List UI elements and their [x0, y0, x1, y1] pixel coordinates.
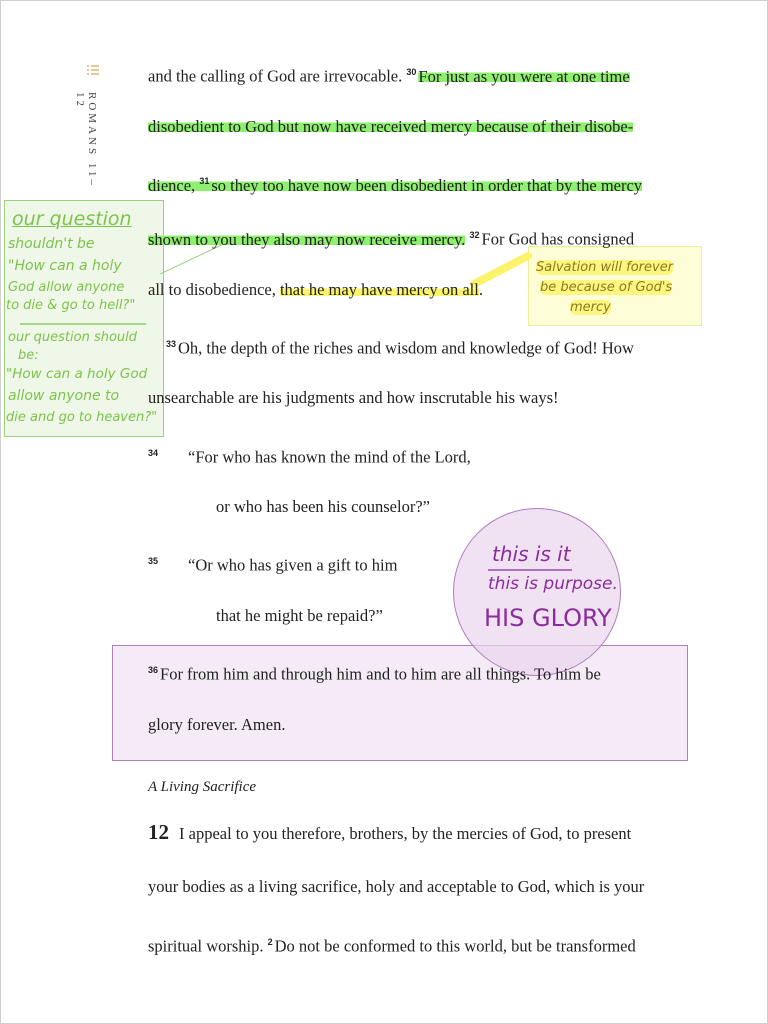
text-span: Oh, the depth of the riches and wisdom and knowledge of God! How [178, 338, 634, 358]
verse-number: 34 [148, 448, 159, 458]
underline-scribble [488, 567, 574, 573]
text-span: spiritual worship. [148, 936, 264, 956]
yellow-note-line: mercy [570, 300, 611, 315]
text-span: “For who has known the mind of the Lord, [188, 447, 471, 467]
text-line [148, 932, 636, 957]
text-line [148, 660, 601, 685]
highlight-green[interactable] [148, 176, 642, 195]
text-span: unsearchable are his judgments and how inscrutable his ways! [148, 388, 559, 407]
text-span: “Or who has given a gift to him [188, 555, 398, 575]
text-span: all to disobedience, [148, 280, 276, 299]
highlight-green[interactable]: For just as you were at one time [418, 66, 630, 86]
text-span: Do not be conformed to this world, but be transformed [274, 936, 636, 956]
green-note-line: "How can a holy [8, 258, 122, 274]
text-span: dience, [148, 175, 196, 195]
green-note-line: shouldn't be [8, 236, 95, 252]
text-span: . [478, 280, 483, 299]
verse-number: 2 [267, 937, 273, 947]
text-line [216, 497, 430, 517]
text-line [148, 551, 397, 576]
green-note-line: our question [12, 208, 132, 230]
text-span: glory forever. Amen. [148, 715, 286, 734]
text-span: that he might be repaid?” [216, 606, 383, 625]
text-span: For from him and through him and to him are all things. To him be [160, 664, 601, 684]
purple-note-line: this is it [492, 542, 571, 566]
text-line [148, 822, 631, 844]
text-line [148, 280, 483, 300]
green-note-line: allow anyone to [8, 388, 120, 404]
green-note-line: God allow anyone [8, 280, 125, 295]
text-line [148, 62, 630, 87]
text-line [148, 443, 471, 468]
highlight-yellow[interactable]: that he may have mercy on all [279, 280, 479, 299]
yellow-note-line: be because of God's [540, 280, 673, 295]
verse-number: 30 [406, 67, 417, 77]
green-note-line: die and go to heaven?" [6, 410, 158, 425]
chapter-side-title: ROMANS 11–12 [74, 92, 98, 188]
text-line [148, 388, 559, 408]
text-line [148, 715, 285, 735]
verse-number: 32 [469, 230, 480, 240]
text-line [148, 225, 634, 250]
green-note-line: "How can a holy God [6, 366, 148, 382]
green-note-line: our question should [8, 330, 138, 345]
text-span: so they too have now been disobedient in order that by the mercy [211, 175, 643, 195]
chapter-number: 12 [148, 820, 169, 844]
text-span: For God has consigned [481, 229, 635, 249]
text-span: your bodies as a living sacrifice, holy and acceptable to God, which is your [148, 877, 645, 896]
text-span: I appeal to you therefore, brothers, by the mercies of God, to present [179, 824, 632, 843]
green-note-line: be: [18, 348, 39, 363]
text-line [216, 606, 383, 626]
purple-note-line: HIS GLORY [484, 604, 612, 632]
text-span: or who has been his counselor?” [216, 497, 430, 516]
text-line [148, 117, 633, 137]
highlight-green[interactable]: disobedient to God but now have received mercy because of their disobe- [148, 117, 634, 136]
green-note-line: to die & go to hell?" [6, 298, 136, 313]
text-line [166, 334, 634, 359]
list-icon[interactable] [87, 64, 99, 76]
verse-number: 36 [148, 665, 159, 675]
section-heading: A Living Sacrifice [148, 779, 257, 795]
verse-number: 31 [199, 176, 210, 186]
verse-number: 33 [166, 339, 177, 349]
purple-note-line: this is purpose. [488, 574, 618, 594]
highlight-green[interactable]: shown to you they also may now receive mercy. [148, 229, 466, 249]
yellow-note-line: Salvation will forever [536, 260, 674, 275]
verse-number: 35 [148, 556, 159, 566]
divider-scribble [20, 320, 150, 328]
text-line [148, 877, 644, 897]
text-line [148, 171, 642, 196]
text-span: and the calling of God are irrevocable. [148, 66, 403, 86]
